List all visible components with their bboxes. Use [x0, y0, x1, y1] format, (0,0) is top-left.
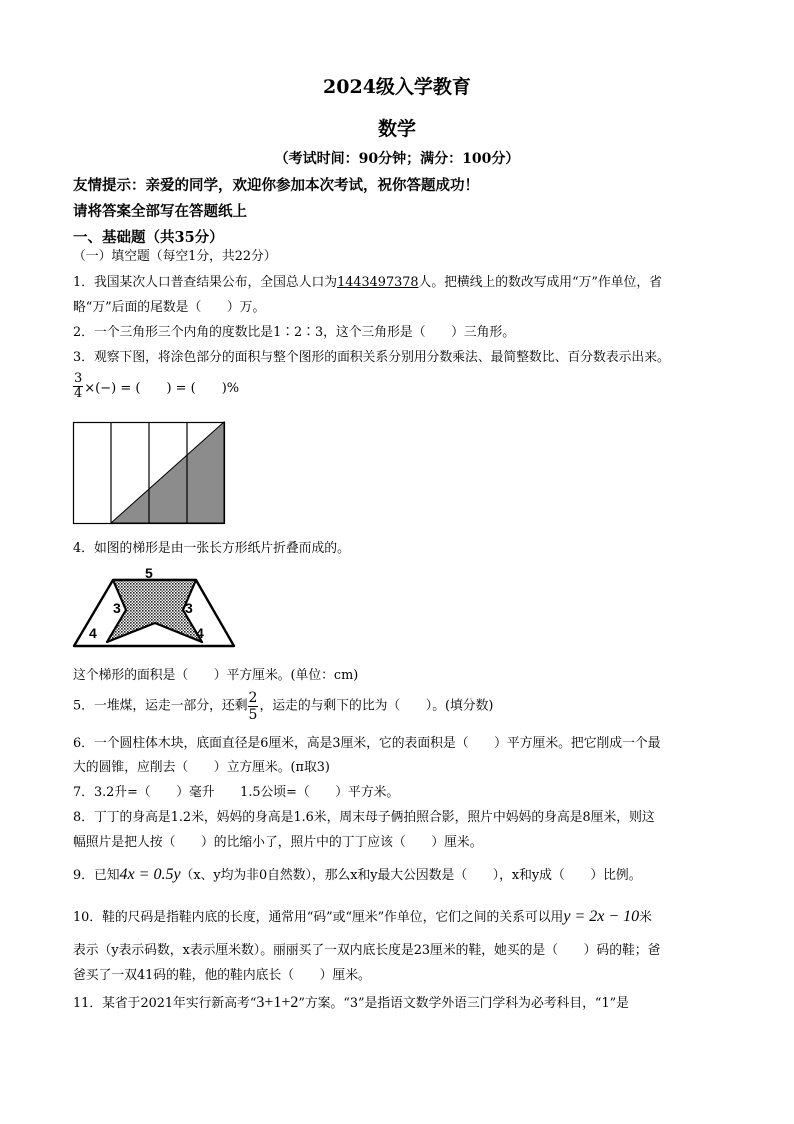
equation-3-1-2: 3+1+2	[256, 994, 299, 1011]
subject-title: 数学	[377, 118, 416, 140]
answer-instruction: 请将答案全部写在答题纸上	[73, 203, 247, 220]
question-4: 4．如图的梯形是由一张长方形纸片折叠而成的。	[73, 541, 350, 556]
question-6-line2: 大的圆锥，应削去（ ）立方厘米。(π取3)	[73, 760, 330, 775]
question-3-expression: $\frac{3}{4}$ ×(−) = ( ) = ( )%	[74, 371, 240, 401]
question-4-answer: 这个梯形的面积是（ ）平方厘米。(单位：cm)	[73, 668, 359, 683]
friendly-tip: 友情提示：亲爱的同学，欢迎你参加本次考试，祝你答题成功！	[73, 177, 479, 194]
equation-4x-05y: 4x = 0.5y	[119, 866, 181, 883]
exam-info: （考试时间：90分钟；满分：100分）	[274, 151, 520, 167]
question-6-line1: 6．一个圆柱体木块，底面直径是6厘米，高是3厘米，它的表面积是（ ）平方厘米。把它削成一个最	[73, 736, 661, 751]
folded-trapezoid-figure	[73, 565, 235, 650]
question-11: 11．某省于2021年实行新高考“3+1+2”方案。“3”是指语文数学外语三门学科为必考科目，“1”是	[73, 994, 629, 1011]
question-1-line1: 1．我国某次人口普查结果公布，全国总人口为1443497378人。把横线上的数改写成用“万”作单位，省	[73, 275, 662, 290]
question-10-line2: 表示（y表示码数，x表示厘米数）。丽丽买了一双内底长度是23厘米的鞋，她买的是（ ）码的鞋；爸	[73, 943, 661, 958]
question-10-line3: 爸买了一双41码的鞋，他的鞋内底长（ ）厘米。	[73, 968, 371, 983]
question-1-line2: 略“万”后面的尾数是（ ）万。	[73, 300, 266, 315]
subsection-heading: （一）填空题（每空1分，共22分）	[73, 249, 277, 264]
question-9: 9．已知4x = 0.5y（x、y均为非0自然数），那么x和y最大公因数是（ ），x和y成（ ）比例。	[73, 866, 642, 883]
question-8-line2: 幅照片是把人按（ ）的比缩小了，照片中的丁丁应该（ ）厘米。	[73, 835, 483, 850]
label-top-5: 5	[145, 565, 153, 581]
label-right-4: 4	[196, 625, 204, 641]
shaded-rectangle-figure	[73, 422, 225, 524]
exam-title: 2024级入学教育	[323, 76, 471, 98]
question-8-line1: 8．丁丁的身高是1.2米，妈妈的身高是1.6米，周末母子俩拍照合影，照片中妈妈的身高是8厘米，则这	[73, 810, 655, 825]
question-7: 7．3.2升=（ ）毫升 1.5公顷=（ ）平方米。	[73, 785, 400, 800]
question-5: 5．一堆煤，运走一部分，还剩 $\frac{2}{5}$ ，运走的与剩下的比为（ ）。(填分数)	[73, 690, 494, 723]
section-heading: 一、基础题（共35分）	[73, 229, 224, 246]
shaded-triangle	[111, 422, 224, 523]
fraction-three-quarters: $\frac{3}{4}$	[74, 371, 83, 401]
label-left-3: 3	[113, 600, 121, 616]
question-3: 3．观察下图，将涂色部分的面积与整个图形的面积关系分别用分数乘法、最简整数比、百分数表示出来。	[73, 350, 670, 365]
label-left-4: 4	[89, 625, 97, 641]
question-10-line1: 10．鞋的尺码是指鞋内底的长度，通常用“码”或“厘米”作单位，它们之间的关系可以用y = 2x − 10米	[73, 908, 652, 925]
fraction-two-fifths: $\frac{2}{5}$	[248, 690, 258, 723]
label-right-3: 3	[185, 600, 193, 616]
population-number: 1443497378	[337, 275, 419, 290]
question-2: 2．一个三角形三个内角的度数比是1∶2∶3，这个三角形是（ ）三角形。	[73, 325, 516, 340]
equation-shoe-size: y = 2x − 10	[563, 908, 640, 925]
